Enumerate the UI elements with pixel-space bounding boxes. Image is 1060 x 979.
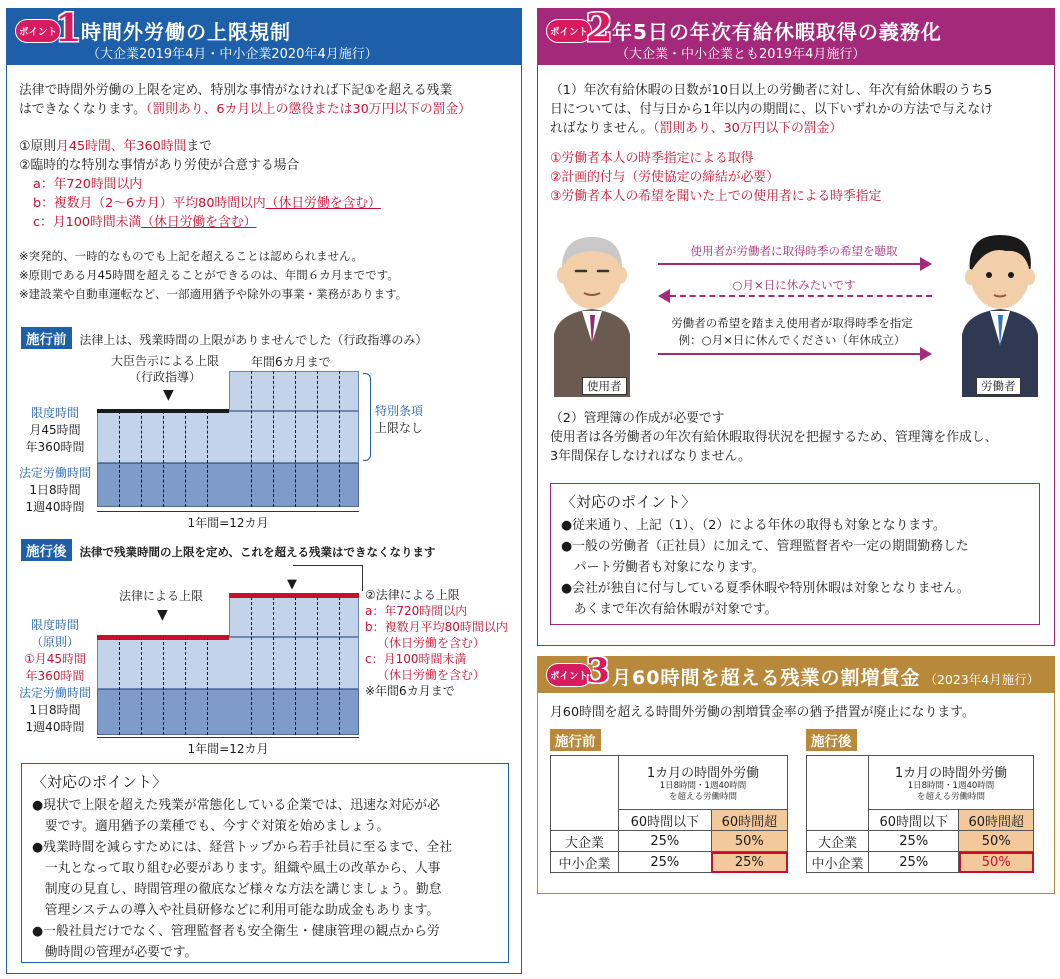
panel1-rules: ①原則月45時間、年360時間まで ②臨時的な特別な事情があり労使が合意する場合 a：年720時間以内 b：複数月（2〜6カ月）平均80時間以内（休日労働を含む） c：月100時間未満（休日労働を含む） xyxy=(19,139,381,230)
before-table: 1カ月の時間外労働 1日8時間・1週40時間 を超える労働時間 60時間以下 60時間超 大企業 25% 50% 中小企業 25% 25% xyxy=(550,755,788,873)
panel3-desc: 月60時間を超える時間外労働の割増賃金率の猶予措置が廃止になります。 xyxy=(550,705,975,720)
after-bar-diagram xyxy=(97,591,359,735)
down-arrow-icon: ▼ xyxy=(163,387,174,403)
panel2-methods: ①労働者本人の時季指定による取得 ②計画的付与（労使協定の締結が必要） ③労働者本人の希望を聞いた上での使用者による時季指定 xyxy=(550,151,882,204)
panel-overtime-limit xyxy=(6,5,522,974)
panel1-point-box: 〈対応のポイント〉 ●現状で上限を超えた残業が常態化している企業では、迅速な対応が必 要です。適用猶予の業種でも、今すぐ対策を始めましょう。 ●残業時間を減らすためには、経営トップから若手社員に至るまで、全社 一丸となって取り組む必要があります。組織や風土の改革から、人事 制度の見直し、時間管理の徹底など様々な方法を講じましょう。勤怠 管理システムの導入や社員研修などに利用可能な助成金もあります。 ●一般社員だけでなく、管理監督者も安全衛生・健康管理の観点から労 働時間の管理が必要です。 xyxy=(21,763,509,963)
after-heading: 施行後 法律で残業時間の上限を定め、これを超える残業はできなくなります xyxy=(21,539,436,561)
point-badge: ポイント xyxy=(15,19,61,43)
panel2-header xyxy=(538,5,1054,65)
p3-before-tag: 施行前 xyxy=(550,729,601,751)
arrow1-line xyxy=(658,263,922,265)
point-badge: ポイント xyxy=(546,19,592,43)
after-table: 1カ月の時間外労働 1日8時間・1週40時間 を超える労働時間 60時間以下 60時間超 大企業 25% 50% 中小企業 25% 50% xyxy=(806,755,1034,873)
arrow-right-icon xyxy=(920,347,932,361)
point-number: 2 xyxy=(586,5,613,50)
down-arrow-icon: ▼ xyxy=(157,607,168,623)
arrow3-label: 労働者の希望を踏まえ使用者が取得時季を指定 例：○月×日に休んでください（年休成立） xyxy=(671,316,913,347)
panel2-title: 年5日の年次有給休暇取得の義務化 xyxy=(612,20,942,44)
employer-label: 使用者 xyxy=(582,377,627,395)
arrow3-line xyxy=(658,353,922,355)
panel1-intro: 法律で時間外労働の上限を定め、特別な事情がなければ下記①を超える残業 はできなくなります。（罰則あり、6カ月以上の懲役または30万円以下の罰金） xyxy=(19,83,472,117)
after-limit-label: 限度時間 （原則） ①月45時間 年360時間 xyxy=(23,618,87,683)
panel2-register: （2）管理簿の作成が必要です 使用者は各労働者の年次有給休暇取得状況を把握するため、管理簿を作成し、 3年間保存しなければなりません。 xyxy=(550,411,998,464)
after-law-details: ②法律による上限 a：年720時間以内 b：複数月平均80時間以内 （休日労働を含む） c：月100時間未満 （休日労働を含む） ※年間6カ月まで xyxy=(365,588,508,698)
before-bar-diagram xyxy=(97,371,359,507)
worker-label: 労働者 xyxy=(976,377,1021,395)
after-year-label: 1年間=12カ月 xyxy=(97,737,359,757)
panel2-point-box: 〈対応のポイント〉 ●従来通り、上記（1）、（2）による年休の取得も対象となります。 ●一般の労働者（正社員）に加えて、管理監督者や一定の期間勤務した パート労働者も対象になります。 ●会社が独自に付与している夏季休暇や特別休暇は対象となりません。 あくまで年次有給休暇が対象です。 xyxy=(550,483,1040,625)
p3-after-tag: 施行後 xyxy=(806,729,857,751)
before-year-label: 1年間=12カ月 xyxy=(97,511,359,531)
arrow-right-icon xyxy=(920,257,932,271)
point-number: 3 xyxy=(586,651,610,691)
after-legal-label: 法定労働時間 1日8時間 1週40時間 xyxy=(18,686,91,734)
after-law-label: 法律による上限 xyxy=(119,589,204,603)
panel1-subtitle: （大企業2019年4月・中小企業2020年4月施行） xyxy=(87,47,378,62)
before-6m-label: 年間6カ月まで xyxy=(251,355,331,369)
panel-overtime-premium xyxy=(537,651,1055,894)
down-arrow-icon: ▼ xyxy=(287,577,297,592)
arrow1-label: 使用者が労働者に取得時季の希望を聴取 xyxy=(690,244,898,258)
before-limit-label: 限度時間 月45時間 年360時間 xyxy=(25,406,85,454)
connector-line xyxy=(293,565,363,591)
panel2-subtitle: （大企業・中小企業とも2019年4月施行） xyxy=(616,47,866,62)
arrow-left-icon xyxy=(658,289,670,303)
point-badge: ポイント xyxy=(546,663,592,687)
arrow2-line xyxy=(670,295,932,297)
panel2-intro: （1）年次有給休暇の日数が10日以上の労働者に対し、年次有給休暇のうち5 日については、付与日から1年以内の期間に、以下いずれかの方法で与えなけ ればなりません。（罰則あり、30万円以下の罰金） xyxy=(550,83,993,136)
panel1-title: 時間外労働の上限規制 xyxy=(81,20,291,44)
panel3-title: 月60時間を超える残業の割増賃金 （2023年4月施行） xyxy=(612,667,1040,689)
before-heading: 施行前 法律上は、残業時間の上限がありませんでした（行政指導のみ） xyxy=(21,327,427,349)
panel3-header xyxy=(538,651,1054,693)
arrow2-label: ○月×日に休みたいです xyxy=(732,278,856,292)
employer-illustration xyxy=(548,223,636,397)
worker-illustration xyxy=(956,223,1044,397)
brace xyxy=(363,373,371,461)
before-special-label: 特別条項 上限なし xyxy=(375,404,424,435)
before-notice-label: 大臣告示による上限 （行政指導） xyxy=(110,354,219,384)
point-number: 1 xyxy=(55,5,82,50)
panel-paid-leave xyxy=(537,5,1055,646)
before-legal-label: 法定労働時間 1日8時間 1週40時間 xyxy=(18,466,91,514)
panel1-header xyxy=(7,5,521,65)
panel1-notes: ※突発的、一時的なものでも上記を超えることは認められません。 ※原則である月45時間を超えることができるのは、年間６カ月までです。 ※建設業や自動車運転など、一部適用猶予や除外の事業・業務があります。 xyxy=(19,249,408,301)
